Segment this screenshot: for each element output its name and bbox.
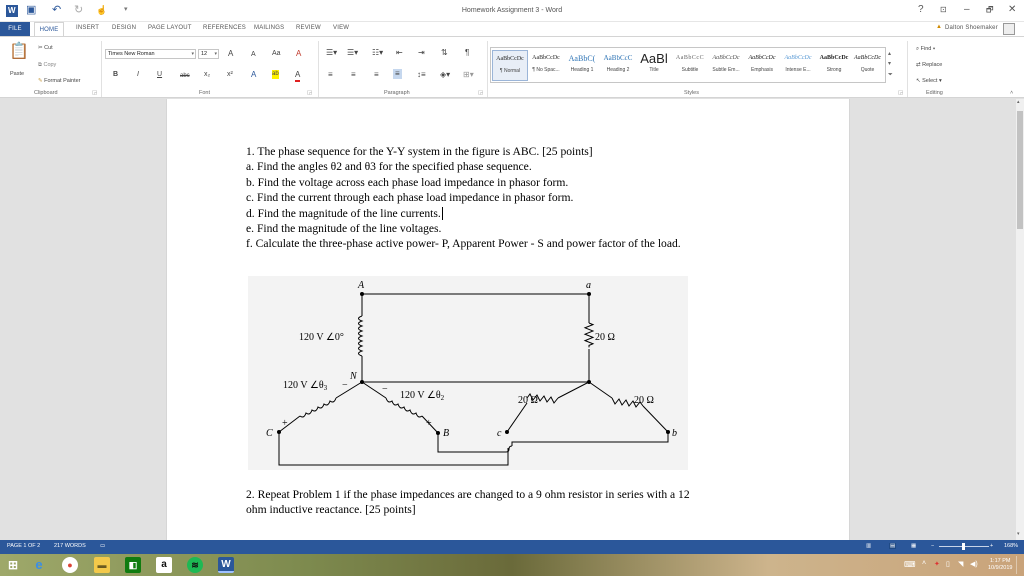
tab-view[interactable]: VIEW [333,25,350,31]
cut-button[interactable]: ✂ Cut [38,45,53,51]
word-taskbar-icon[interactable]: W [218,557,234,573]
replace-button[interactable]: ⇄ Replace [916,62,943,68]
zoom-level[interactable]: 168% [1004,543,1019,549]
tab-file[interactable]: FILE [0,22,30,36]
font-color-button[interactable]: A [295,70,300,82]
subscript-button[interactable]: x₂ [204,71,211,78]
minus-sign: − [382,384,388,395]
document-line[interactable]: 2. Repeat Problem 1 if the phase impedances are changed to a 9 ohm resistor in series with a 12 [246,488,690,501]
store-icon[interactable]: ◧ [125,557,141,573]
load-c-label: 20 Ω [518,395,538,406]
group-label-editing: Editing [926,90,943,96]
close-button[interactable]: ✕ [1008,4,1017,15]
font-launcher-icon[interactable]: ◲ [307,90,313,96]
source-b-label: 120 V $\angle\theta_2$ [400,390,445,402]
touch-mode-icon[interactable]: ☝ [96,5,108,15]
scroll-up-icon[interactable]: ▴ [1017,99,1020,105]
show-formatting-button[interactable]: ¶ [465,48,470,57]
justify-icon[interactable]: ≡ [395,69,400,78]
node-dot [587,292,591,296]
warning-icon: ▲ [936,24,943,30]
node-label-A: A [358,280,365,291]
center-icon[interactable]: ≡ [351,70,356,79]
tab-mailings[interactable]: MAILINGS [254,25,285,31]
document-line[interactable]: f. Calculate the three-phase active power- P, Apparent Power - S and power factor of the load. [246,237,681,250]
file-explorer-icon[interactable]: ▬ [94,557,110,573]
load-a-label: 20 Ω [595,332,615,343]
battery-icon[interactable]: ▯ [946,561,950,568]
strikethrough-button[interactable]: abc [180,73,190,79]
style-intense-emphasis[interactable]: AaBbCcDc Intense E... [784,55,812,73]
sort-icon[interactable]: ⇅ [441,48,448,57]
taskbar [0,554,1024,576]
redo-icon[interactable]: ↻ [74,4,84,16]
word-count[interactable]: 217 WORDS [54,543,86,549]
collapse-ribbon-icon[interactable]: ˄ [1010,90,1014,96]
font-size-box[interactable]: 12 ▾ [198,49,219,59]
ribbon [0,36,1024,98]
title-bar [0,0,1024,22]
multilevel-list-icon[interactable]: ☷▾ [372,48,384,57]
tab-page-layout[interactable]: PAGE LAYOUT [148,25,192,31]
node-dot [505,430,509,434]
underline-button[interactable]: U [157,71,163,78]
avatar[interactable] [1003,23,1015,35]
edge-icon[interactable]: e [35,557,43,572]
gallery-scroll-down-icon[interactable]: ▾ [888,61,892,67]
style-heading-2[interactable]: AaBbCcC Heading 2 [603,54,633,73]
node-dot [360,292,364,296]
source-a-label: 120 V ∠0° [299,332,344,343]
vertical-scrollbar[interactable] [1016,99,1024,540]
gallery-scroll-up-icon[interactable]: ▴ [888,51,892,57]
plus-sign: + [282,418,288,429]
node-dot [587,380,591,384]
style-subtitle[interactable]: AaBbCcC Subtitle [675,55,705,73]
node-label-C: C [266,428,273,439]
bullets-icon[interactable]: ☰▾ [326,48,338,57]
tab-design[interactable]: DESIGN [112,25,137,31]
style-strong[interactable]: AaBbCcDc Strong [819,55,849,73]
circuit-figure [248,276,688,470]
align-left-icon[interactable]: ≡ [328,70,333,79]
cut-icon: ✂ [38,45,45,51]
style-title[interactable]: AaBl Title [640,51,668,73]
volume-icon[interactable]: ◀) [970,561,978,568]
style-heading-1[interactable]: AaBbC( Heading 1 [568,54,596,73]
plus-sign: + [426,418,432,429]
load-b-label: 20 Ω [634,395,654,406]
style-quote[interactable]: AaBbCcDc Quote [854,55,881,73]
zoom-out-button[interactable]: − [931,543,935,549]
help-button[interactable]: ? [918,4,924,15]
node-dot [277,430,281,434]
scroll-down-icon[interactable]: ▾ [1017,531,1020,537]
node-label-N: N [350,371,357,382]
tab-review[interactable]: REVIEW [296,25,321,31]
find-button[interactable]: ⌕ Find ▾ [916,46,936,52]
figure-background [248,276,688,470]
chevron-down-icon[interactable]: ▾ [191,51,194,57]
tab-references[interactable]: REFERENCES [203,25,247,31]
window-title: Homework Assignment 3 - Word [461,7,563,14]
chevron-down-icon[interactable]: ▾ [214,51,217,57]
text-effects-button[interactable]: A [251,70,257,79]
group-label-paragraph: Paragraph [384,90,410,96]
select-button[interactable]: ↖ Select ▾ [916,78,942,84]
document-line[interactable]: ohm inductive reactance. [25 points] [246,503,416,516]
style-subtle-emphasis[interactable]: AaBbCcDc Subtle Em... [712,55,740,73]
source-c-label: 120 V $\angle\theta_3$ [283,380,328,392]
replace-icon: ⇄ [916,62,923,68]
node-dot [436,431,440,435]
status-bar [0,540,1024,554]
format-painter-button[interactable]: ✎ Format Painter [38,78,81,84]
document-line[interactable]: d. Find the magnitude of the line currents. [246,207,441,220]
chrome-icon[interactable]: ● [62,557,78,573]
customize-qat-icon[interactable]: ▾ [124,6,128,13]
read-mode-icon[interactable]: ▥ [866,543,872,549]
group-label-font: Font [199,90,211,96]
amazon-icon[interactable]: a [156,557,172,573]
document-line[interactable]: a. Find the angles θ2 and θ3 for the specified phase sequence. [246,160,532,173]
shading-icon[interactable]: ◈▾ [440,70,451,79]
borders-icon[interactable]: ⊞▾ [463,70,474,79]
node-label-c: c [497,428,502,439]
highlight-button[interactable]: ab [272,71,279,77]
superscript-button[interactable]: x² [227,71,233,78]
clear-formatting-button[interactable]: A [296,49,302,58]
ribbon-display-options-icon[interactable]: ⊡ [940,5,947,14]
start-icon[interactable]: ⊞ [7,558,19,572]
document-line[interactable]: c. Find the current through each phase load impedance in phasor form. [246,191,574,204]
decrease-indent-icon[interactable]: ⇤ [396,48,403,57]
user-name[interactable]: Dalton Shoemaker [945,25,998,31]
node-dot [360,380,364,384]
scroll-thumb[interactable] [1017,111,1023,229]
print-layout-icon[interactable]: ▤ [890,543,896,549]
numbering-icon[interactable]: ☰▾ [347,48,359,57]
restore-button[interactable]: 🗗 [986,5,994,14]
copy-button[interactable]: ⧉ Copy [38,62,57,68]
undo-icon[interactable]: ↶ [52,4,62,16]
copy-icon: ⧉ [38,62,44,68]
tray-app-icon[interactable]: ✦ [934,561,940,568]
divider [487,41,488,97]
bold-button[interactable]: B [113,71,119,78]
style-normal[interactable]: AaBbCcDc ¶ Normal [492,50,528,81]
save-icon[interactable]: ▣ [26,4,37,16]
paragraph-launcher-icon[interactable]: ◲ [478,90,484,96]
style-emphasis[interactable]: AaBbCcDc Emphasis [748,55,776,73]
node-label-a: a [586,280,591,291]
styles-gallery [490,47,886,83]
binoculars-icon: ⌕ [916,46,921,52]
document-line[interactable]: 1. The phase sequence for the Y-Y system in the figure is ABC. [25 points] [246,145,593,158]
font-name-box[interactable]: Times New Roman ▾ [105,49,196,59]
divider [318,41,319,97]
align-right-icon[interactable]: ≡ [374,70,379,79]
divider [101,41,102,97]
word-app-icon[interactable]: W [8,6,16,15]
document-line[interactable]: b. Find the voltage across each phase load impedance in phasor form. [246,176,569,189]
node-dot [666,430,670,434]
group-label-clipboard: Clipboard [34,90,58,96]
zoom-in-button[interactable]: + [990,543,994,549]
document-line[interactable]: e. Find the magnitude of the line voltages. [246,222,442,235]
show-desktop-button[interactable] [1016,556,1023,574]
tray-chevron-icon[interactable]: ˄ [922,560,927,567]
grow-font-button[interactable]: A [228,49,234,58]
style-no-spacing[interactable]: AaBbCcDc ¶ No Spac... [532,55,560,73]
minimize-button[interactable]: – [964,4,970,15]
increase-indent-icon[interactable]: ⇥ [418,48,425,57]
cursor-icon: ↖ [916,78,923,84]
clipboard-launcher-icon[interactable]: ◲ [92,90,98,96]
line-spacing-icon[interactable]: ↕≡ [417,70,426,79]
minus-sign: − [342,380,348,391]
proofing-icon[interactable]: ▭ [100,543,106,549]
ribbon-tabs [0,22,1024,36]
text-cursor [442,207,443,220]
format-painter-icon: ✎ [38,78,45,84]
spotify-icon[interactable]: ≋ [187,557,203,573]
web-layout-icon[interactable]: ▦ [911,543,917,549]
gallery-more-icon[interactable]: ⏷ [888,72,893,78]
zoom-slider-thumb[interactable] [962,543,965,550]
shrink-font-button[interactable]: A [251,51,256,58]
divider [907,41,908,97]
change-case-button[interactable]: Aa [272,50,281,57]
clock[interactable]: 1:17 PM 10/9/2019 [988,558,1013,571]
keyboard-icon[interactable]: ⌨ [904,560,916,569]
paste-icon[interactable]: 📋 [9,43,29,60]
node-label-b: b [672,428,677,439]
page-count[interactable]: PAGE 1 OF 2 [7,543,41,549]
node-label-B: B [443,428,450,439]
tab-insert[interactable]: INSERT [76,25,100,31]
tab-home[interactable]: HOME [34,22,64,37]
wifi-icon[interactable]: ◥ [958,561,964,568]
group-label-styles: Styles [684,90,699,96]
paste-button[interactable]: Paste [10,71,25,77]
italic-button[interactable]: I [137,71,139,78]
styles-launcher-icon[interactable]: ◲ [898,90,904,96]
